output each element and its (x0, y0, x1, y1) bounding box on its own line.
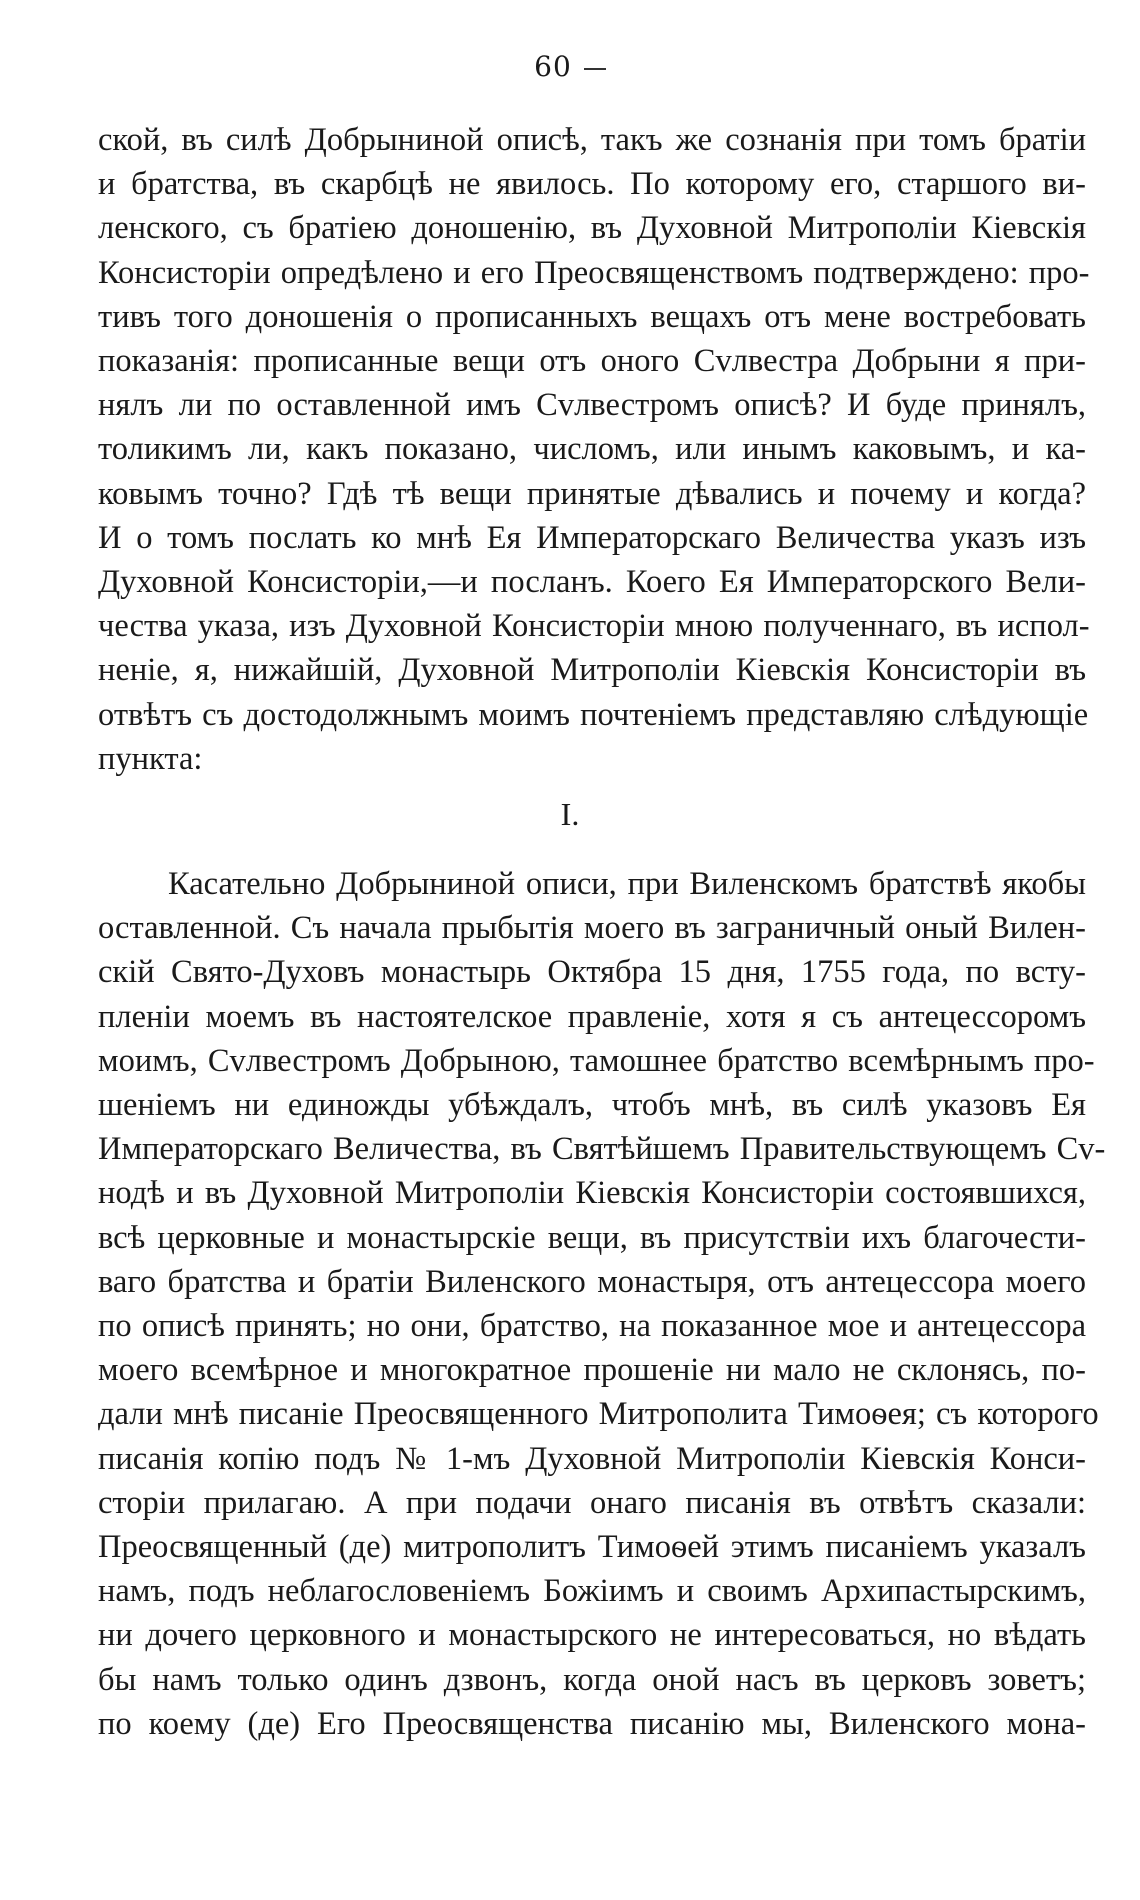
paragraph-2-line: сторіи прилагаю. А при подачи онаго писанія въ отвѣтъ сказали: (98, 1484, 1086, 1521)
paragraph-1-line: толикимъ ли, какъ показано, числомъ, или инымъ каковымъ, и ка- (98, 431, 1086, 468)
paragraph-1-line: показанія: прописанные вещи отъ оного Сvлвестра Добрыни я при- (98, 343, 1086, 380)
paragraph-2-line: Императорскаго Величества, въ Святѣйшемъ Правительствующемъ Сv- (98, 1131, 1106, 1168)
paragraph-2-line: всѣ церковные и монастырскіе вещи, въ присутствіи ихъ благочести- (98, 1219, 1086, 1256)
paragraph-1-line: пункта: (98, 740, 203, 777)
paragraph-2-line: дали мнѣ писаніе Преосвященного Митрополита Тимоѳея; съ которого (98, 1396, 1099, 1433)
paragraph-2-line: намъ, подъ неблагословеніемъ Божіимъ и своимъ Архипастырскимъ, (98, 1573, 1086, 1610)
paragraph-2-line: оставленной. Съ начала прыбытія моего въ заграничный оный Вилен- (98, 910, 1086, 947)
paragraph-2-line: ни дочего церковного и монастырского не интересоваться, но вѣдать (98, 1617, 1086, 1654)
page-number (0, 50, 1140, 83)
paragraph-1-line: чества указа, изъ Духовной Консисторіи мною полученнаго, въ испол- (98, 608, 1090, 645)
paragraph-2-line: писанія копію подъ № 1-мъ Духовной Митрополіи Кіевскія Конси- (98, 1440, 1086, 1477)
paragraph-1-line: И о томъ послать ко мнѣ Ея Императорскаго Величества указъ изъ (98, 519, 1086, 556)
paragraph-1-line: Консисторіи опредѣлено и его Преосвященствомъ подтверждено: про- (98, 254, 1090, 291)
paragraph-2-line: ваго братства и братіи Виленского монастыря, отъ антецессора моего (98, 1263, 1086, 1300)
paragraph-2-line: Преосвященный (де) митрополитъ Тимоѳей этимъ писаніемъ указалъ (98, 1529, 1086, 1566)
paragraph-2-line: моимъ, Сvлвестромъ Добрыною, тамошнее братство всемѣрнымъ про- (98, 1042, 1095, 1079)
paragraph-1-line: ковымъ точно? Гдѣ тѣ вещи принятые дѣвались и почему и когда? (98, 475, 1086, 512)
paragraph-2-line: нодѣ и въ Духовной Митрополіи Кіевскія Консисторіи состоявшихся, (98, 1175, 1086, 1212)
page-number-dash (584, 68, 606, 70)
paragraph-2-line: шеніемъ ни единожды убѣждалъ, чтобъ мнѣ, въ силѣ указовъ Ея (98, 1087, 1086, 1124)
paragraph-1-line: неніе, я, нижайшій, Духовной Митрополіи Кіевскія Консисторіи въ (98, 652, 1086, 689)
paragraph-1 (98, 118, 1090, 781)
paragraph-1-line: и братства, въ скарбцѣ не явилось. По которому его, старшого ви- (98, 166, 1086, 203)
paragraph-1-line: нялъ ли по оставленной имъ Сvлвестромъ описѣ? И буде принялъ, (98, 387, 1086, 424)
paragraph-1-line: отвѣтъ съ достодолжнымъ моимъ почтеніемъ представляю слѣдующіе (98, 696, 1089, 733)
paragraph-1-line: тивъ того доношенія о прописанныхъ вещахъ отъ мене востребовать (98, 298, 1086, 335)
paragraph-2-line: Касательно Добрыниной описи, при Виленскомъ братствѣ якобы (168, 866, 1086, 902)
section-heading: I. (560, 796, 580, 832)
paragraph-1-line: ленского, съ братіею доношенію, въ Духовной Митрополіи Кіевскія (98, 210, 1086, 247)
paragraph-2-line: моего всемѣрное и многократное прошеніе ни мало не склонясь, по- (98, 1352, 1086, 1389)
paragraph-2 (98, 862, 1106, 1746)
page-number-text: 60 (534, 50, 572, 83)
paragraph-2-line: по описѣ принять; но они, братство, на показанное мое и антецессора (98, 1308, 1086, 1345)
paragraph-1-line: Духовной Консисторіи,—и посланъ. Коего Ея Императорского Вели- (98, 564, 1086, 601)
paragraph-1-line: ской, въ силѣ Добрыниной описѣ, такъ же сознанія при томъ братіи (98, 122, 1086, 158)
paragraph-2-line: по коему (де) Его Преосвященства писанію мы, Виленского мона- (98, 1705, 1086, 1742)
paragraph-2-line: бы намъ только одинъ дзвонъ, когда оной насъ въ церковъ зоветъ; (98, 1661, 1086, 1698)
paragraph-2-line: скій Свято-Духовъ монастырь Октябра 15 дня, 1755 года, по всту- (98, 954, 1086, 991)
paragraph-2-line: пленіи моемъ въ настоятелское правленіе, хотя я съ антецессоромъ (98, 998, 1086, 1035)
